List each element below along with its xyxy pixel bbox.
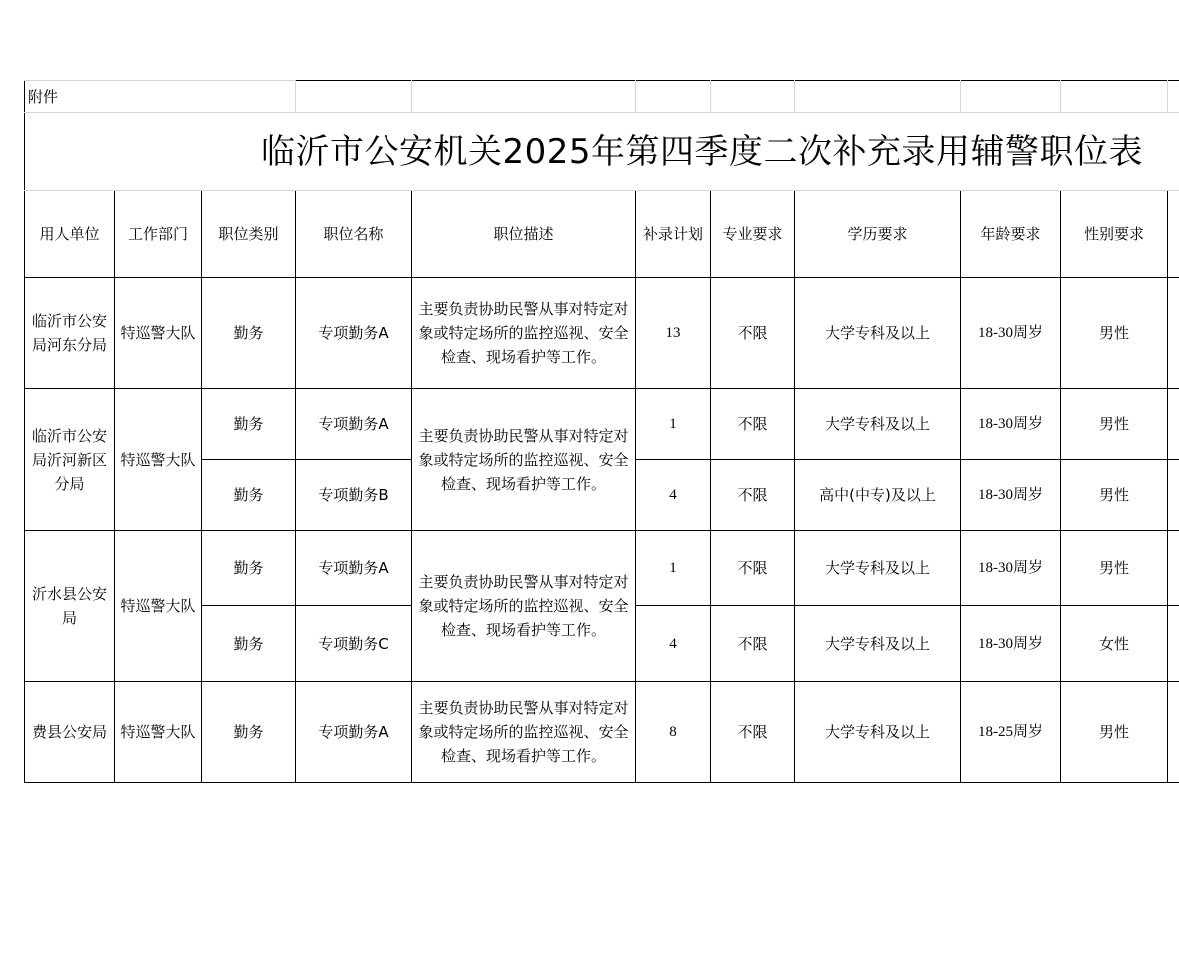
gender-cell: 男性 — [1061, 531, 1168, 606]
overflow-cell — [1168, 682, 1179, 783]
header-unit: 用人单位 — [25, 191, 115, 278]
gender-cell: 男性 — [1061, 460, 1168, 531]
age-cell: 18-30周岁 — [961, 460, 1061, 531]
table-row — [25, 278, 1179, 389]
plan-cell: 1 — [636, 531, 711, 606]
overflow-cell — [1168, 606, 1179, 682]
header-row — [25, 191, 1179, 278]
education-cell: 大学专科及以上 — [795, 389, 961, 460]
age-cell: 18-30周岁 — [961, 278, 1061, 389]
education-cell: 大学专科及以上 — [795, 278, 961, 389]
positions-table — [24, 80, 1179, 783]
dept-cell: 特巡警大队 — [115, 389, 202, 531]
overflow-cell — [1168, 531, 1179, 606]
unit-cell: 临沂市公安局沂河新区分局 — [25, 389, 115, 531]
education-cell: 大学专科及以上 — [795, 531, 961, 606]
table-row — [25, 389, 1179, 460]
age-cell: 18-30周岁 — [961, 389, 1061, 460]
header-dept: 工作部门 — [115, 191, 202, 278]
category-cell: 勤务 — [202, 460, 296, 531]
empty-cell — [636, 81, 711, 113]
description-cell: 主要负责协助民警从事对特定对象或特定场所的监控巡视、安全检查、现场看护等工作。 — [412, 682, 636, 783]
position-name-cell: 专项勤务A — [296, 389, 412, 460]
annex-label: 附件 — [25, 81, 296, 113]
gender-cell: 男性 — [1061, 278, 1168, 389]
major-cell: 不限 — [711, 460, 795, 531]
empty-cell — [711, 81, 795, 113]
position-name-cell: 专项勤务A — [296, 278, 412, 389]
unit-cell: 沂水县公安局 — [25, 531, 115, 682]
header-age: 年龄要求 — [961, 191, 1061, 278]
category-cell: 勤务 — [202, 606, 296, 682]
description-cell: 主要负责协助民警从事对特定对象或特定场所的监控巡视、安全检查、现场看护等工作。 — [412, 389, 636, 531]
title-row — [25, 113, 1179, 191]
dept-cell: 特巡警大队 — [115, 278, 202, 389]
description-cell: 主要负责协助民警从事对特定对象或特定场所的监控巡视、安全检查、现场看护等工作。 — [412, 531, 636, 682]
position-name-cell: 专项勤务A — [296, 682, 412, 783]
header-description: 职位描述 — [412, 191, 636, 278]
header-plan: 补录计划 — [636, 191, 711, 278]
major-cell: 不限 — [711, 682, 795, 783]
empty-cell — [1061, 81, 1168, 113]
position-name-cell: 专项勤务B — [296, 460, 412, 531]
gender-cell: 女性 — [1061, 606, 1168, 682]
header-position-name: 职位名称 — [296, 191, 412, 278]
dept-cell: 特巡警大队 — [115, 682, 202, 783]
empty-cell — [412, 81, 636, 113]
unit-cell: 费县公安局 — [25, 682, 115, 783]
position-name-cell: 专项勤务A — [296, 531, 412, 606]
header-gender: 性别要求 — [1061, 191, 1168, 278]
major-cell: 不限 — [711, 531, 795, 606]
plan-cell: 13 — [636, 278, 711, 389]
description-cell: 主要负责协助民警从事对特定对象或特定场所的监控巡视、安全检查、现场看护等工作。 — [412, 278, 636, 389]
empty-cell — [296, 81, 412, 113]
education-cell: 大学专科及以上 — [795, 606, 961, 682]
empty-cell — [795, 81, 961, 113]
table-row — [25, 531, 1179, 606]
page-title: 临沂市公安机关2025年第四季度二次补充录用辅警职位表 — [25, 113, 1179, 191]
recruitment-table-sheet — [24, 80, 1179, 784]
plan-cell: 1 — [636, 389, 711, 460]
position-name-cell: 专项勤务C — [296, 606, 412, 682]
header-education: 学历要求 — [795, 191, 961, 278]
overflow-cell — [1168, 389, 1179, 460]
header-major: 专业要求 — [711, 191, 795, 278]
category-cell: 勤务 — [202, 682, 296, 783]
major-cell: 不限 — [711, 389, 795, 460]
major-cell: 不限 — [711, 278, 795, 389]
plan-cell: 8 — [636, 682, 711, 783]
gender-cell: 男性 — [1061, 389, 1168, 460]
header-overflow-cell — [1168, 191, 1179, 278]
category-cell: 勤务 — [202, 278, 296, 389]
header-category: 职位类别 — [202, 191, 296, 278]
overflow-cell — [1168, 460, 1179, 531]
major-cell: 不限 — [711, 606, 795, 682]
annex-row — [25, 81, 1179, 113]
overflow-cell — [1168, 278, 1179, 389]
education-cell: 高中(中专)及以上 — [795, 460, 961, 531]
gender-cell: 男性 — [1061, 682, 1168, 783]
category-cell: 勤务 — [202, 389, 296, 460]
empty-cell — [961, 81, 1061, 113]
education-cell: 大学专科及以上 — [795, 682, 961, 783]
age-cell: 18-30周岁 — [961, 606, 1061, 682]
plan-cell: 4 — [636, 606, 711, 682]
category-cell: 勤务 — [202, 531, 296, 606]
table-row — [25, 682, 1179, 783]
age-cell: 18-30周岁 — [961, 531, 1061, 606]
empty-cell — [1168, 81, 1179, 113]
plan-cell: 4 — [636, 460, 711, 531]
dept-cell: 特巡警大队 — [115, 531, 202, 682]
unit-cell: 临沂市公安局河东分局 — [25, 278, 115, 389]
age-cell: 18-25周岁 — [961, 682, 1061, 783]
